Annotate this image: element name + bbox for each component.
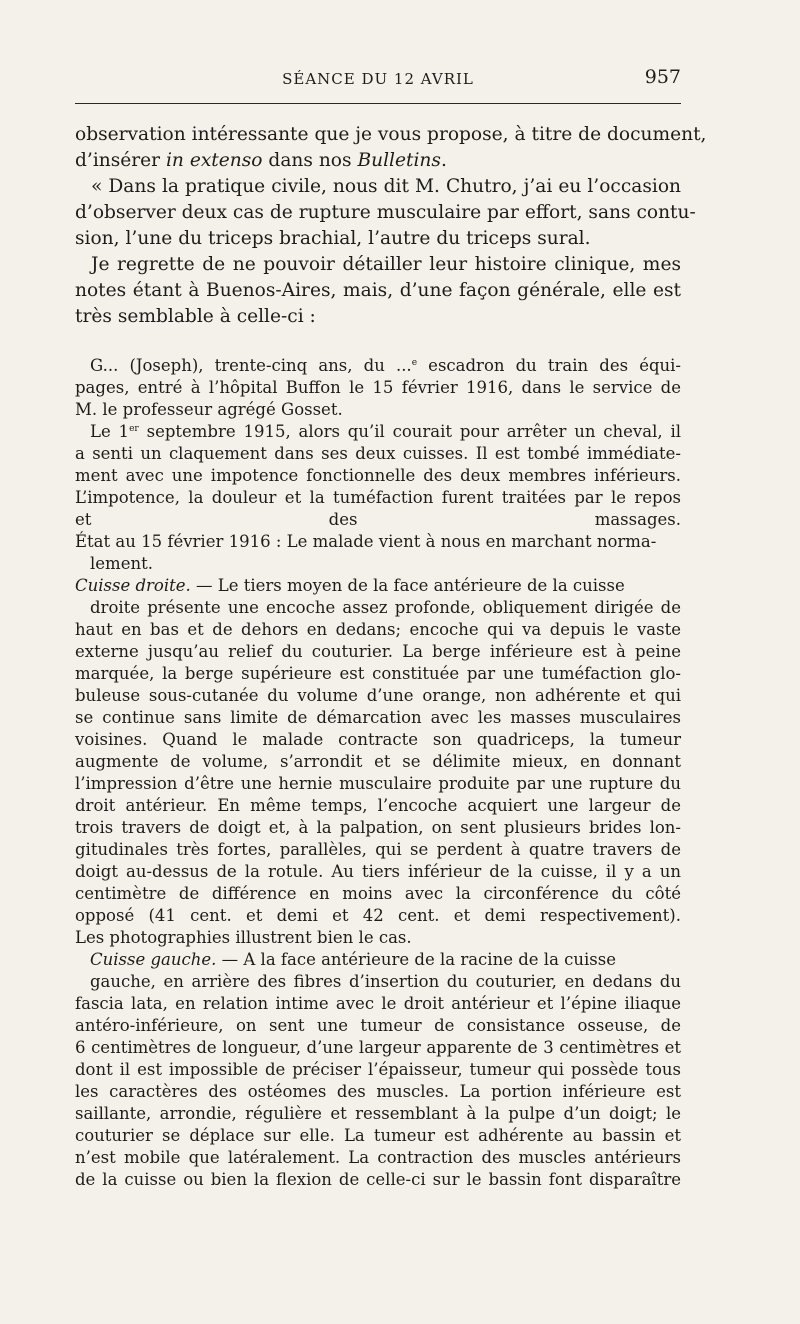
text-segment: se continue sans limite de démarcation avec les masses musculaires — [75, 708, 681, 727]
italic-text: in extenso — [165, 150, 263, 171]
text-line — [75, 553, 681, 575]
text-segment: septembre 1915, alors qu’il courait pour arrêter un cheval, il — [138, 422, 681, 441]
text-line — [75, 993, 681, 1015]
text-segment: de la cuisse ou bien la flexion de celle-ci sur le bassin font disparaître — [75, 1170, 681, 1189]
text-line — [75, 949, 681, 971]
text-segment: augmente de volume, s’arrondit et se délimite mieux, en donnant — [75, 752, 681, 771]
text-segment: a senti un claquement dans ses deux cuisses. Il est tombé immédiate- — [75, 444, 681, 463]
text-line — [75, 861, 681, 883]
text-line — [75, 531, 681, 553]
text-segment: voisines. Quand le malade contracte son quadriceps, la tumeur — [75, 730, 681, 749]
text-line — [75, 377, 681, 399]
text-segment: d’insérer — [75, 150, 166, 171]
text-line — [75, 707, 681, 729]
text-segment: 6 centimètres de longueur, d’une largeur apparente de 3 centimètres et — [75, 1038, 681, 1057]
text-segment: L’impotence, la douleur et la tuméfaction furent traitées par le repos — [75, 488, 681, 507]
text-segment: lement. — [90, 554, 153, 573]
text-line — [75, 355, 681, 377]
text-segment: et des massages. — [75, 510, 681, 529]
text-segment: d’observer deux cas de rupture musculaire par effort, sans contu- — [75, 202, 696, 223]
text-segment: externe jusqu’au relief du couturier. La berge inférieure est à peine — [75, 642, 681, 661]
superscript: er — [129, 424, 139, 435]
text-segment: escadron du train des équi- — [417, 356, 682, 375]
text-segment: gauche, en arrière des fibres d’insertion du couturier, en dedans du — [90, 972, 681, 991]
text-segment: n’est mobile que latéralement. La contraction des muscles antérieurs — [75, 1148, 681, 1167]
text-line — [75, 509, 681, 531]
text-line — [75, 465, 681, 487]
text-segment: notes étant à Buenos-Aires, mais, d’une façon générale, elle est — [75, 280, 681, 301]
text-line — [75, 252, 681, 278]
text-segment: saillante, arrondie, régulière et ressemblant à la pulpe d’un doigt; le — [75, 1104, 681, 1123]
italic-text: Cuisse gauche. — [90, 950, 217, 969]
superscript: e — [411, 358, 418, 369]
header-rule — [75, 103, 681, 104]
text-line — [75, 443, 681, 465]
text-segment: haut en bas et de dehors en dedans; encoche qui va depuis le vaste — [75, 620, 681, 639]
italic-text: Cuisse droite. — [75, 576, 191, 595]
text-segment: « Dans la pratique civile, nous dit M. Chutro, j’ai eu l’occasion — [91, 176, 681, 197]
text-segment: les caractères des ostéomes des muscles. La portion inférieure est — [75, 1082, 681, 1101]
text-line — [75, 304, 681, 330]
running-head — [75, 66, 681, 96]
text-segment: marquée, la berge supérieure est constituée par une tuméfaction glo- — [75, 664, 681, 683]
text-line — [75, 122, 707, 148]
text-line — [75, 278, 681, 304]
text-line — [75, 663, 681, 685]
text-segment: État au 15 février 1916 : Le malade vient à nous en marchant norma- — [75, 532, 657, 551]
text-segment: gitudinales très fortes, parallèles, qui se perdent à quatre travers de — [75, 840, 681, 859]
text-line — [75, 1169, 681, 1191]
text-line — [75, 597, 681, 619]
text-segment: antéro-inférieure, on sent une tumeur de consistance osseuse, de — [75, 1016, 681, 1035]
text-line — [75, 487, 681, 509]
text-segment: opposé (41 cent. et demi et 42 cent. et demi respectivement). — [75, 906, 681, 925]
text-line — [75, 795, 681, 817]
text-line — [75, 148, 681, 174]
text-line — [75, 1125, 681, 1147]
text-line — [75, 619, 681, 641]
text-line — [75, 226, 681, 252]
text-segment: dont il est impossible de préciser l’épaisseur, tumeur qui possède tous — [75, 1060, 681, 1079]
text-segment: — Le tiers moyen de la face antérieure de la cuisse — [190, 576, 625, 595]
text-line — [75, 817, 681, 839]
text-segment: sion, l’une du triceps brachial, l’autre du triceps sural. — [75, 228, 591, 249]
text-segment: . — [440, 150, 447, 171]
text-segment: droite présente une encoche assez profonde, obliquement dirigée de — [90, 598, 681, 617]
text-line — [75, 641, 681, 663]
text-segment: couturier se déplace sur elle. La tumeur est adhérente au bassin et — [75, 1126, 681, 1145]
text-line — [75, 1103, 681, 1125]
text-line — [75, 1015, 681, 1037]
text-line — [75, 883, 681, 905]
text-line — [75, 905, 681, 927]
text-segment: Je regrette de ne pouvoir détailler leur histoire clinique, mes — [91, 254, 681, 275]
text-segment: pages, entré à l’hôpital Buffon le 15 février 1916, dans le service de — [75, 378, 681, 397]
article-body — [75, 122, 707, 1191]
text-segment: Le 1 — [90, 422, 130, 441]
text-line — [75, 751, 681, 773]
text-line — [75, 399, 681, 421]
page-number: 957 — [644, 66, 681, 88]
text-segment: très semblable à celle-ci : — [75, 306, 316, 327]
text-line — [75, 1147, 681, 1169]
intro-paragraphs — [75, 122, 707, 330]
text-segment: droit antérieur. En même temps, l’encoche acquiert une largeur de — [75, 796, 681, 815]
text-line — [75, 729, 681, 751]
text-segment: ment avec une impotence fonctionnelle des deux membres inférieurs. — [75, 466, 681, 485]
text-segment: trois travers de doigt et, à la palpation, on sent plusieurs brides lon- — [75, 818, 681, 837]
italic-text: Bulletins — [357, 150, 441, 171]
text-line — [75, 421, 681, 443]
text-segment: — A la face antérieure de la racine de la cuisse — [216, 950, 616, 969]
text-segment: l’impression d’être une hernie musculaire produite par une rupture du — [75, 774, 681, 793]
text-segment: doigt au-dessus de la rotule. Au tiers inférieur de la cuisse, il y a un — [75, 862, 681, 881]
text-segment: fascia lata, en relation intime avec le droit antérieur et l’épine iliaque — [75, 994, 681, 1013]
text-segment: Les photographies illustrent bien le cas. — [75, 928, 412, 947]
text-line — [75, 971, 681, 993]
text-line — [75, 174, 681, 200]
text-line — [75, 1081, 681, 1103]
text-line — [75, 1059, 681, 1081]
text-line — [75, 839, 681, 861]
text-segment: M. le professeur agrégé Gosset. — [75, 400, 343, 419]
text-line — [75, 575, 681, 597]
text-segment: buleuse sous-cutanée du volume d’une orange, non adhérente et qui — [75, 686, 681, 705]
text-line — [75, 927, 681, 949]
text-line — [75, 1037, 681, 1059]
text-line — [75, 685, 681, 707]
text-line — [75, 773, 681, 795]
case-report — [75, 355, 681, 1191]
running-title: SÉANCE DU 12 AVRIL — [282, 70, 474, 88]
text-segment: centimètre de différence en moins avec la circonférence du côté — [75, 884, 681, 903]
text-segment: dans nos — [262, 150, 358, 171]
text-line — [75, 200, 696, 226]
text-segment: observation intéressante que je vous propose, à titre de document, — [75, 124, 707, 145]
text-segment: G... (Joseph), trente-cinq ans, du ... — [90, 356, 412, 375]
